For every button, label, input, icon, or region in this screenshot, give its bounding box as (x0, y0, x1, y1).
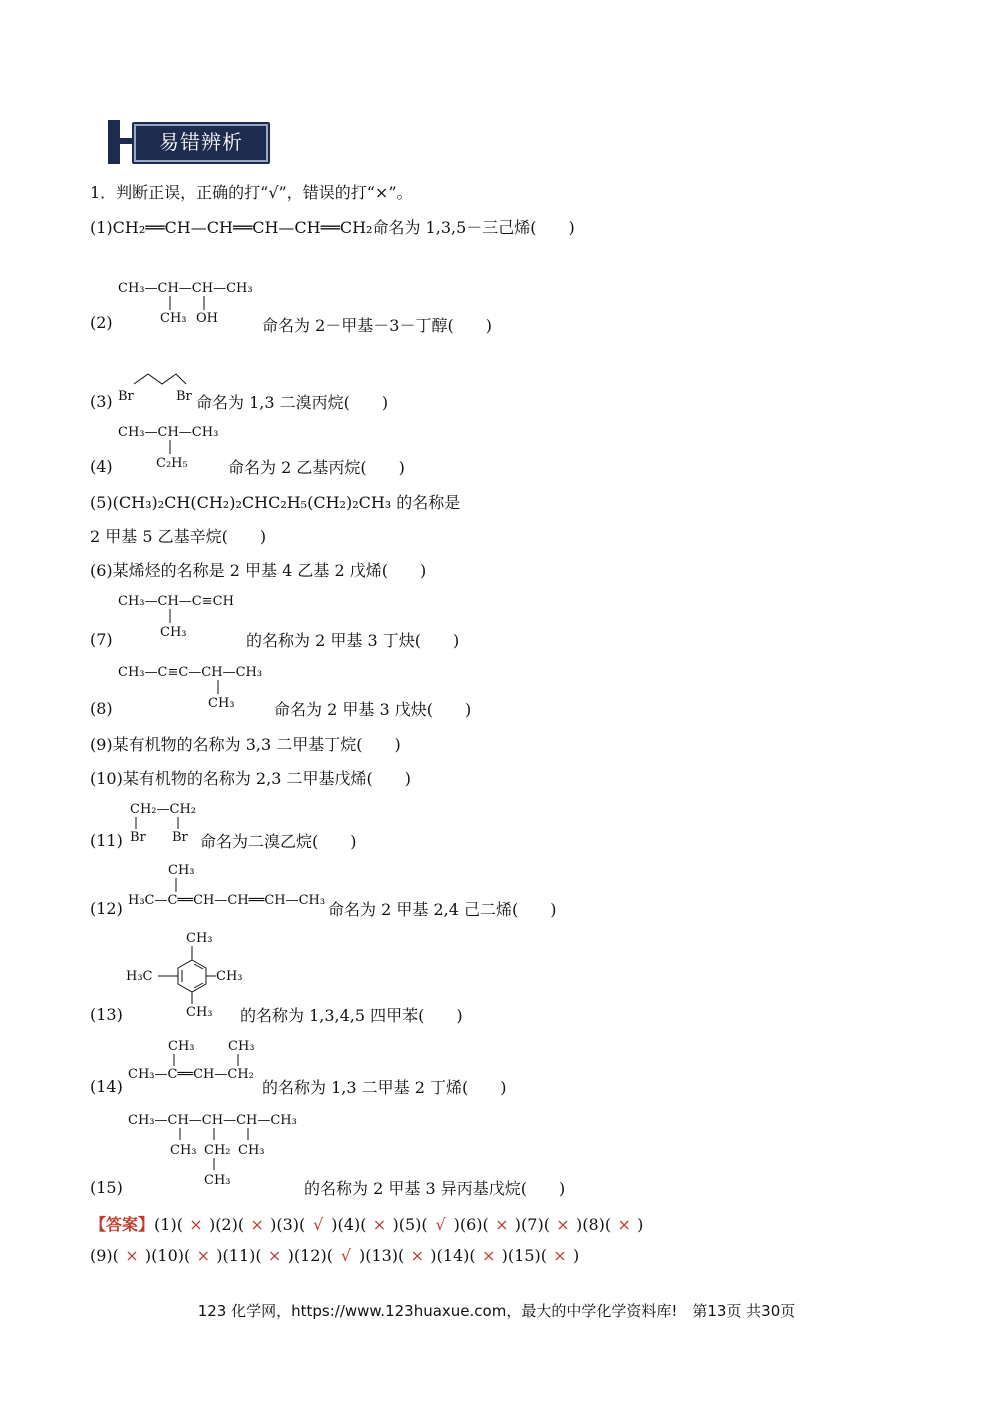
structure-15-sub2: CH₂ (204, 1143, 231, 1158)
answer-paren-close: ) (575, 1215, 583, 1234)
answer-paren-open: ( (398, 1246, 405, 1265)
structure-2-main: CH₃—CH—CH—CH₃ (118, 281, 253, 296)
answer-mark: √ (340, 1246, 352, 1265)
answer-label: 【答案】 (90, 1215, 155, 1234)
structure-13-bottom: CH₃ (186, 1005, 213, 1020)
answer-mark: × (372, 1215, 387, 1234)
item-6: (6)某烯烃的名称是 2 甲基 4 乙基 2 戊烯( ) (90, 561, 427, 580)
skeleton-3 (134, 374, 186, 384)
structure-4 (118, 422, 238, 472)
answer-paren-close: ) (572, 1246, 580, 1265)
answer-paren-open: ( (482, 1215, 489, 1234)
answer-number: (13) (365, 1246, 399, 1265)
line1-answer-item (276, 1215, 337, 1234)
structure-2-sub-hydroxyl: OH (196, 311, 218, 326)
structure-7-sub: CH₃ (160, 625, 187, 640)
answer-paren-open: ( (184, 1246, 191, 1265)
answer-mark: × (196, 1246, 210, 1265)
item-11-text: 命名为二溴乙烷( ) (200, 832, 357, 851)
structure-12-top: CH₃ (168, 863, 195, 878)
line2-answer-item (365, 1246, 436, 1265)
answer-number: (1) (154, 1215, 177, 1234)
answer-number: (9) (90, 1246, 113, 1265)
item-1-number: (1) (90, 218, 113, 237)
item-15-number: (15) (90, 1178, 123, 1197)
line1-answer-item (154, 1215, 215, 1234)
item-10: (10)某有机物的名称为 2,3 二甲基戊烯( ) (90, 769, 411, 788)
answer-paren-open: ( (326, 1246, 333, 1265)
structure-15-sub3: CH₃ (204, 1173, 231, 1188)
answer-paren-open: ( (112, 1246, 119, 1265)
answer-mark: × (617, 1215, 631, 1234)
line2-answer-item (508, 1246, 579, 1265)
item-15-text: 的名称为 2 甲基 3 异丙基戊烷( ) (304, 1179, 566, 1198)
answer-mark: √ (435, 1215, 446, 1234)
structure-3 (118, 370, 198, 406)
answer-paren-open: ( (421, 1215, 428, 1234)
answer-paren-close: ) (514, 1215, 522, 1234)
answer-paren-open: ( (360, 1215, 367, 1234)
answer-mark: √ (313, 1215, 324, 1234)
structure-8 (118, 662, 288, 712)
structure-14-top-right: CH₃ (228, 1039, 255, 1054)
item-3-text: 命名为 1,3 二溴丙烷( ) (196, 393, 389, 412)
answer-number: (5) (398, 1215, 422, 1234)
structure-7 (118, 591, 258, 641)
ring-double-bond-3 (194, 983, 203, 988)
structure-11 (130, 799, 210, 845)
item-3-number: (3) (90, 392, 113, 411)
answer-paren-close: ) (358, 1246, 366, 1265)
item-8-text: 命名为 2 甲基 3 戊炔( ) (274, 700, 472, 719)
answer-number: (7) (521, 1215, 544, 1234)
answer-mark: × (553, 1246, 567, 1265)
structure-11-br-left: Br (130, 830, 146, 845)
question-intro: 1．判断正误，正确的打“√”，错误的打“×”。 (90, 183, 413, 202)
answer-paren-close: ) (270, 1215, 277, 1234)
answer-number: (12) (293, 1246, 327, 1265)
structure-2 (118, 276, 268, 326)
item-2-number: (2) (90, 313, 113, 332)
structure-7-main: CH₃—CH—C≡CH (118, 594, 234, 609)
item-12-text: 命名为 2 甲基 2,4 己二烯( ) (328, 900, 557, 919)
item-7-text: 的名称为 2 甲基 3 丁炔( ) (246, 631, 460, 650)
item-2-text: 命名为 2－甲基－3－丁醇( ) (262, 316, 492, 335)
item-9: (9)某有机物的名称为 3,3 二甲基丁烷( ) (90, 735, 401, 754)
answer-mark: × (267, 1246, 282, 1265)
item-7-number: (7) (90, 630, 113, 649)
item-14-number: (14) (90, 1077, 123, 1096)
answer-paren-close: ) (331, 1215, 338, 1234)
line1-answer-item (582, 1215, 643, 1234)
answer-paren-open: ( (540, 1246, 547, 1265)
answer-paren-close: ) (392, 1215, 399, 1234)
structure-3-br-left: Br (118, 389, 134, 404)
ring-double-bond-2 (194, 964, 203, 969)
item-1-text: CH₂══CH—CH══CH—CH══CH₂命名为 1,3,5－三己烯( ) (112, 218, 575, 237)
line2-answer-item (437, 1246, 508, 1265)
answer-paren-close: ) (216, 1246, 223, 1265)
item-14-text: 的名称为 1,3 二甲基 2 丁烯( ) (262, 1078, 507, 1097)
answer-number: (3) (276, 1215, 300, 1234)
line2-answer-item (294, 1246, 365, 1265)
structure-2-sub-methyl: CH₃ (160, 311, 187, 326)
structure-15-sub1: CH₃ (170, 1143, 197, 1158)
answer-mark: × (189, 1215, 203, 1234)
section-title: 易错辨析 (159, 130, 243, 154)
line1-answer-item (521, 1215, 582, 1234)
answer-paren-open: ( (237, 1215, 245, 1234)
answer-number: (15) (507, 1246, 541, 1265)
answer-paren-open: ( (469, 1246, 476, 1265)
structure-11-br-right: Br (172, 830, 188, 845)
answer-number: (6) (459, 1215, 483, 1234)
structure-4-sub: C₂H₅ (156, 456, 188, 471)
answer-paren-open: ( (543, 1215, 550, 1234)
structure-14-top-left: CH₃ (168, 1039, 195, 1054)
structure-3-br-right: Br (176, 389, 192, 404)
structure-13-top: CH₃ (186, 931, 213, 946)
structure-13-right: CH₃ (216, 969, 243, 984)
banner-post (108, 120, 120, 164)
answer-number: (14) (436, 1246, 470, 1265)
structure-8-sub: CH₃ (208, 696, 235, 711)
item-5-line1: (5)(CH₃)₂CH(CH₂)₂CHC₂H₅(CH₂)₂CH₃ 的名称是 (90, 493, 461, 512)
line1-answer-item (399, 1215, 460, 1234)
line1-answer-item (215, 1215, 276, 1234)
structure-13-left: H₃C (126, 969, 153, 984)
structure-11-main: CH₂—CH₂ (130, 802, 196, 817)
structure-12 (128, 862, 328, 912)
answer-paren-close: ) (501, 1246, 508, 1265)
item-13-number: (13) (90, 1005, 123, 1024)
structure-15-sub4: CH₃ (238, 1143, 265, 1158)
structure-8-main: CH₃—C≡C—CH—CH₃ (118, 665, 263, 680)
section-banner (108, 120, 268, 164)
answer-paren-open: ( (176, 1215, 183, 1234)
structure-12-main: H₃C—C══CH—CH══CH—CH₃ (128, 893, 326, 908)
line2-answer-item (151, 1246, 222, 1265)
answer-paren-open: ( (604, 1215, 612, 1234)
line2-answer-item (223, 1246, 294, 1265)
answer-paren-close: ) (144, 1246, 152, 1265)
answer-mark: × (495, 1215, 509, 1234)
answer-line-1 (90, 1212, 643, 1235)
answer-line-2 (90, 1246, 579, 1265)
answer-mark: × (250, 1215, 264, 1234)
item-11-number: (11) (90, 831, 123, 850)
line1-answer-item (338, 1215, 399, 1234)
structure-15-main: CH₃—CH—CH—CH—CH₃ (128, 1113, 297, 1128)
answer-paren-open: ( (299, 1215, 306, 1234)
item-4-number: (4) (90, 457, 113, 476)
answer-paren-close: ) (453, 1215, 460, 1234)
answer-mark: × (125, 1246, 139, 1265)
answer-mark: × (556, 1215, 570, 1234)
structure-14 (128, 1036, 268, 1086)
line1-answer-item (460, 1215, 521, 1234)
structure-4-main: CH₃—CH—CH₃ (118, 425, 219, 440)
answer-paren-close: ) (430, 1246, 437, 1265)
answer-number: (4) (337, 1215, 361, 1234)
answer-paren-close: ) (637, 1215, 644, 1234)
answer-number: (11) (222, 1246, 256, 1265)
page-footer: 123 化学网，https://www.123huaxue.com，最大的中学化学资料库! 第13页 共30页 (197, 1302, 796, 1320)
answer-list-2 (90, 1246, 579, 1265)
answer-number: (8) (582, 1215, 605, 1234)
item-13-text: 的名称为 1,3,4,5 四甲苯( ) (240, 1006, 463, 1025)
structure-15 (128, 1110, 308, 1190)
answer-paren-open: ( (255, 1246, 262, 1265)
answer-paren-close: ) (208, 1215, 216, 1234)
item-8-number: (8) (90, 699, 113, 718)
structure-13 (126, 928, 246, 1024)
structure-14-main: CH₃—C══CH—CH₂ (128, 1067, 254, 1082)
answer-list-1 (154, 1215, 643, 1234)
line2-answer-item (90, 1246, 151, 1265)
answer-mark: × (481, 1246, 496, 1265)
answer-mark: × (410, 1246, 424, 1265)
answer-number: (2) (215, 1215, 238, 1234)
item-4-text: 命名为 2 乙基丙烷( ) (228, 458, 405, 477)
answer-paren-close: ) (287, 1246, 294, 1265)
item-12-number: (12) (90, 899, 123, 918)
answer-number: (10) (151, 1246, 185, 1265)
item-1 (90, 215, 575, 238)
item-5-line2: 2 甲基 5 乙基辛烷( ) (90, 527, 267, 546)
